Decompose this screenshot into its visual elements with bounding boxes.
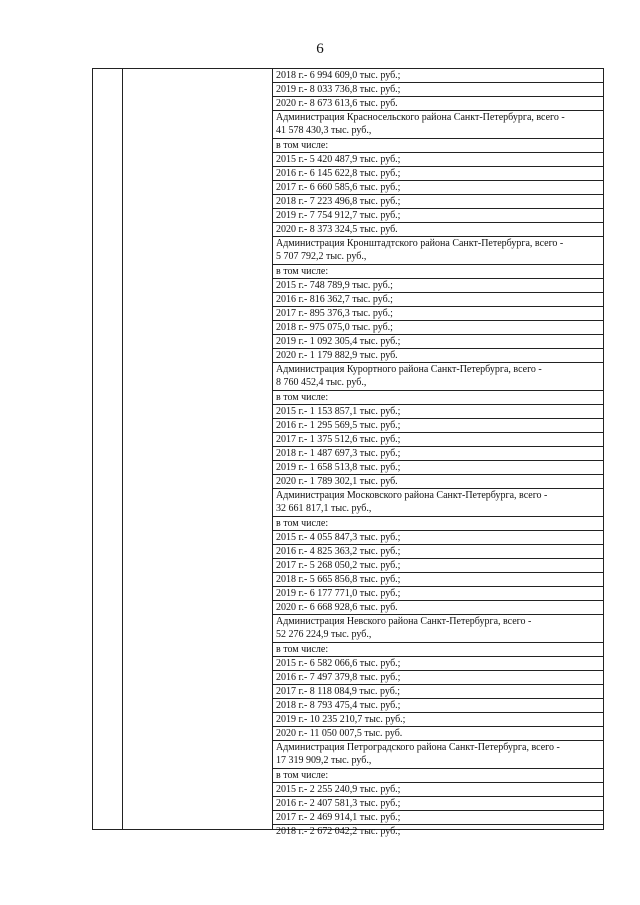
table-row: 2016 г.- 6 145 622,8 тыс. руб.; <box>273 167 603 181</box>
table-row: 2016 г.- 4 825 363,2 тыс. руб.; <box>273 545 603 559</box>
district-name: Администрация Невского района Санкт-Петербурга, всего - <box>276 616 532 627</box>
table-row-district-total <box>273 363 603 391</box>
table-row: 2017 г.- 6 660 585,6 тыс. руб.; <box>273 181 603 195</box>
table-row: в том числе: <box>273 139 603 153</box>
table-row: в том числе: <box>273 517 603 531</box>
district-total: 41 578 430,3 тыс. руб., <box>276 125 372 136</box>
page-number: 6 <box>316 41 324 57</box>
district-total: 32 661 817,1 тыс. руб., <box>276 503 372 514</box>
table-row: 2019 г.- 10 235 210,7 тыс. руб.; <box>273 713 603 727</box>
table-row: 2015 г.- 1 153 857,1 тыс. руб.; <box>273 405 603 419</box>
funding-table <box>92 68 604 837</box>
table-row: 2020 г.- 11 050 007,5 тыс. руб. <box>273 727 603 741</box>
district-name: Администрация Кронштадтского района Санкт-Петербурга, всего - <box>276 238 564 249</box>
table-column-title <box>122 69 273 829</box>
district-total: 5 707 792,2 тыс. руб., <box>276 251 367 262</box>
table-row-district-total <box>273 111 603 139</box>
table-row: в том числе: <box>273 643 603 657</box>
table-row: 2020 г.- 6 668 928,6 тыс. руб. <box>273 601 603 615</box>
table-row: 2016 г.- 1 295 569,5 тыс. руб.; <box>273 419 603 433</box>
table-row: 2019 г.- 6 177 771,0 тыс. руб.; <box>273 587 603 601</box>
table-row: 2017 г.- 895 376,3 тыс. руб.; <box>273 307 603 321</box>
table-row-district-total <box>273 237 603 265</box>
district-total: 52 276 224,9 тыс. руб., <box>276 629 372 640</box>
table-row: 2017 г.- 2 469 914,1 тыс. руб.; <box>273 811 603 825</box>
table-row: 2015 г.- 6 582 066,6 тыс. руб.; <box>273 657 603 671</box>
district-total: 8 760 452,4 тыс. руб., <box>276 377 367 388</box>
table-row: 2020 г.- 8 673 613,6 тыс. руб. <box>273 97 603 111</box>
table-row: 2015 г.- 4 055 847,3 тыс. руб.; <box>273 531 603 545</box>
table-row: в том числе: <box>273 265 603 279</box>
table-row: 2019 г.- 8 033 736,8 тыс. руб.; <box>273 83 603 97</box>
table-row: в том числе: <box>273 769 603 783</box>
table-row: 2018 г.- 1 487 697,3 тыс. руб.; <box>273 447 603 461</box>
table-row: 2019 г.- 1 092 305,4 тыс. руб.; <box>273 335 603 349</box>
table-row: 2018 г.- 8 793 475,4 тыс. руб.; <box>273 699 603 713</box>
table-row: 2018 г.- 5 665 856,8 тыс. руб.; <box>273 573 603 587</box>
table-row: 2017 г.- 1 375 512,6 тыс. руб.; <box>273 433 603 447</box>
district-total: 17 319 909,2 тыс. руб., <box>276 755 372 766</box>
table-row: 2017 г.- 5 268 050,2 тыс. руб.; <box>273 559 603 573</box>
table-row: 2015 г.- 748 789,9 тыс. руб.; <box>273 279 603 293</box>
table-row: 2019 г.- 1 658 513,8 тыс. руб.; <box>273 461 603 475</box>
district-name: Администрация Курортного района Санкт-Петербурга, всего - <box>276 364 542 375</box>
table-row: 2018 г.- 7 223 496,8 тыс. руб.; <box>273 195 603 209</box>
district-name: Администрация Московского района Санкт-Петербурга, всего - <box>276 490 548 501</box>
table-row: в том числе: <box>273 391 603 405</box>
table-row: 2018 г.- 2 672 042,2 тыс. руб.; <box>276 826 401 837</box>
table-row: 2016 г.- 2 407 581,3 тыс. руб.; <box>273 797 603 811</box>
table-row: 2017 г.- 8 118 084,9 тыс. руб.; <box>273 685 603 699</box>
district-name: Администрация Петроградского района Санкт-Петербурга, всего - <box>276 742 560 753</box>
table-row: 2015 г.- 2 255 240,9 тыс. руб.; <box>273 783 603 797</box>
table-row: 2018 г.- 975 075,0 тыс. руб.; <box>273 321 603 335</box>
table-row-district-total <box>273 615 603 643</box>
table-row: 2019 г.- 7 754 912,7 тыс. руб.; <box>273 209 603 223</box>
table-row: 2020 г.- 8 373 324,5 тыс. руб. <box>273 223 603 237</box>
table-row: 2016 г.- 7 497 379,8 тыс. руб.; <box>273 671 603 685</box>
table-row: 2018 г.- 6 994 609,0 тыс. руб.; <box>273 69 603 83</box>
table-row: 2015 г.- 5 420 487,9 тыс. руб.; <box>273 153 603 167</box>
table-column-funding <box>273 69 603 837</box>
table-column-number <box>93 69 123 829</box>
district-name: Администрация Красносельского района Санкт-Петербурга, всего - <box>276 112 565 123</box>
table-row-district-total <box>273 741 603 769</box>
table-row: 2020 г.- 1 179 882,9 тыс. руб. <box>273 349 603 363</box>
table-row: 2020 г.- 1 789 302,1 тыс. руб. <box>273 475 603 489</box>
table-row: 2016 г.- 816 362,7 тыс. руб.; <box>273 293 603 307</box>
table-row-district-total <box>273 489 603 517</box>
